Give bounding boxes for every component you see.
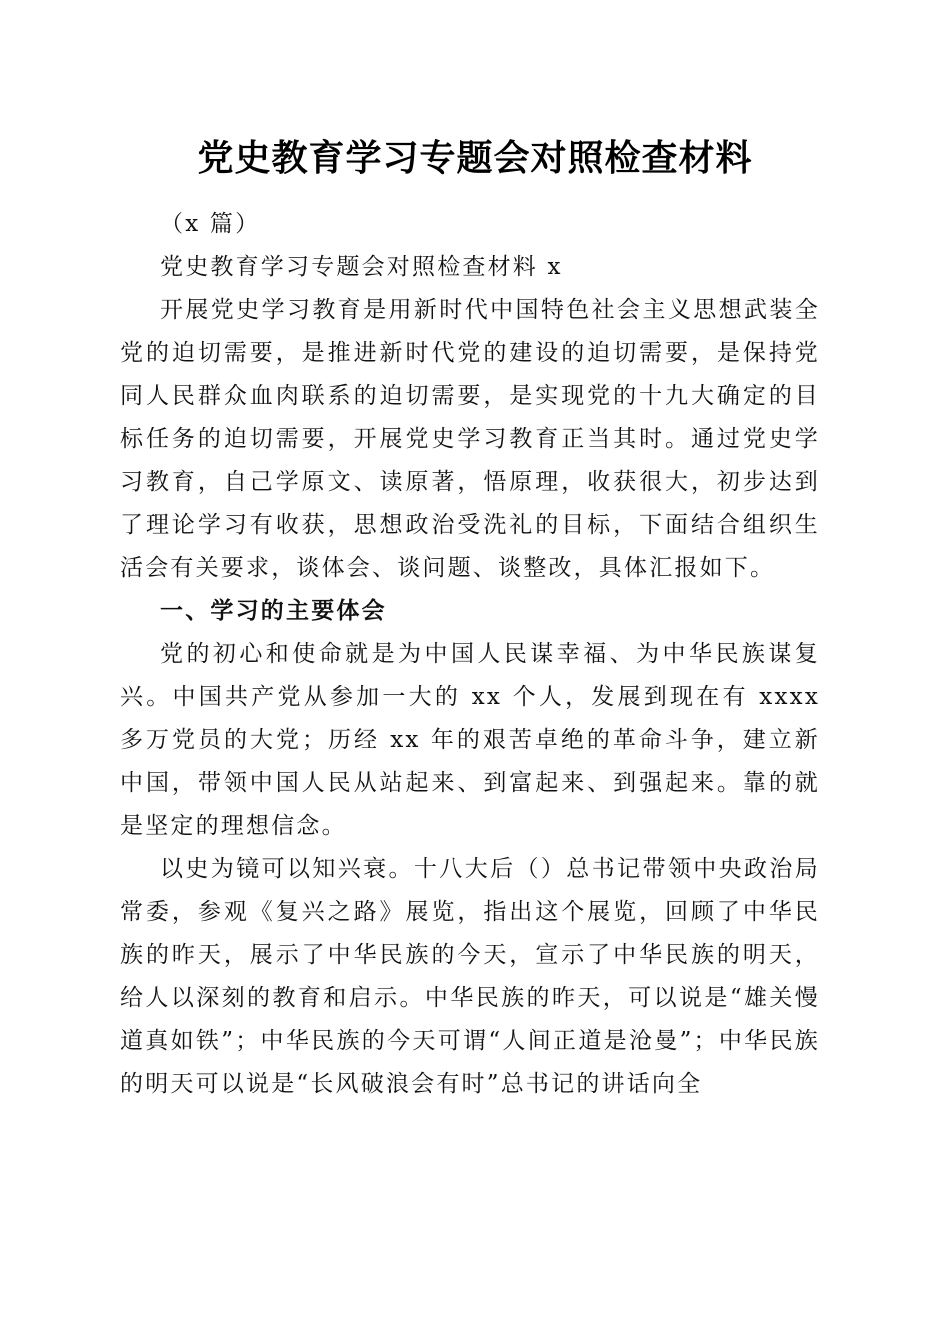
document-title: 党史教育学习专题会对照检查材料: [197, 137, 753, 179]
document-body: [120, 203, 820, 1106]
subtitle: （x 篇）: [160, 211, 261, 237]
intro-paragraph: 开展党史学习教育是用新时代中国特色社会主义思想武装全党的迫切需要，是推进新时代党的建设的迫切需要，是保持党同人民群众血肉联系的迫切需要，是实现党的十九大确定的目标任务的迫切需要，开展党史学习教育正当其时。通过党史学习教育，自己学原文、读原著，悟原理，收获很大，初步达到了理论学习有收获，思想政治受洗礼的目标，下面结合组织生活会有关要求，谈体会、谈问题、谈整改，具体汇报如下。: [120, 297, 820, 581]
paragraph-3: 以史为镜可以知兴衰。十八大后（）总书记带领中央政治局常委，参观《复兴之路》展览，指出这个展览，回顾了中华民族的昨天，展示了中华民族的今天，宣示了中华民族的明天，给人以深刻的教育和启示。中华民族的昨天，可以说是“雄关慢道真如铁”；中华民族的今天可谓“人间正道是沧曼”；中华民族的明天可以说是“长风破浪会有时”总书记的讲话向全: [120, 856, 820, 1097]
section-heading-1: 一、学习的主要体会: [160, 598, 387, 624]
paragraph-2: 党的初心和使命就是为中国人民谋幸福、为中华民族谋复兴。中国共产党从参加一大的 xx 个人，发展到现在有 xxxx 多万党员的大党；历经 xx 年的艰苦卓绝的革命斗争，建立新中国，带领中国人民从站起来、到富起来、到强起来。靠的就是坚定的理想信念。: [120, 641, 820, 839]
document-label: 党史教育学习专题会对照检查材料 x: [160, 254, 563, 280]
